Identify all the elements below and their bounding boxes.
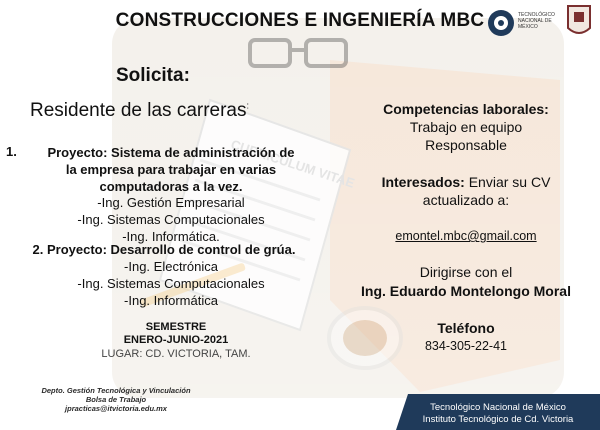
career-item: -Ing. Sistemas Computacionales xyxy=(77,212,265,227)
telefono-number: 834-305-22-41 xyxy=(424,339,507,353)
solicita-heading: Solicita: xyxy=(116,65,190,86)
residente-heading xyxy=(30,100,249,122)
dirigirse-text: Dirigirse con el xyxy=(419,264,513,280)
footer-contact xyxy=(26,386,206,413)
project2-careers xyxy=(26,258,316,309)
email-link[interactable]: emontel.mbc@gmail.com xyxy=(395,229,537,243)
career-item: -Ing. Informática. xyxy=(122,229,220,244)
interesados-label: Interesados: xyxy=(381,174,465,190)
career-item: -Ing. Gestión Empresarial xyxy=(97,195,245,210)
telefono-label: Teléfono xyxy=(437,320,495,336)
career-item: -Ing. Sistemas Computacionales xyxy=(77,276,265,291)
lugar-text: LUGAR: CD. VICTORIA, TAM. xyxy=(101,348,251,360)
project1-title xyxy=(26,144,316,195)
project1-careers xyxy=(26,194,316,245)
footer-line: Depto. Gestión Tecnológica y Vinculación xyxy=(41,386,191,395)
project1-line: Proyecto: Sistema de administración de xyxy=(47,145,295,160)
footer-institution xyxy=(400,402,596,426)
career-item: -Ing. Informática xyxy=(124,293,218,308)
footer-line: Bolsa de Trabajo xyxy=(85,395,147,404)
tecnm-logo-icon xyxy=(486,6,516,40)
tecnm-logo-text: TECNOLÓGICO NACIONAL DE MÉXICO xyxy=(518,12,555,30)
page-title: CONSTRUCCIONES E INGENIERÍA MBC xyxy=(115,10,485,31)
competencia-item: Trabajo en equipo xyxy=(409,119,523,135)
project1-line: la empresa para trabajar en varias xyxy=(65,162,277,177)
itcv-seal-icon xyxy=(566,4,592,40)
footer-line: jpracticas@itvictoria.edu.mx xyxy=(65,404,167,413)
contact-name: Ing. Eduardo Montelongo Moral xyxy=(361,283,571,299)
residente-text: Residente de las carreras xyxy=(30,100,247,121)
footer-line: Instituto Tecnológico de Cd. Victoria xyxy=(422,414,574,425)
project1-number: 1. xyxy=(6,144,17,159)
interesados-text: Enviar su CV xyxy=(464,174,551,190)
competencias-label: Competencias laborales: xyxy=(383,101,549,117)
semestre-period: ENERO-JUNIO-2021 xyxy=(123,334,229,346)
footer-line: Tecnológico Nacional de México xyxy=(430,402,566,413)
residente-mark: : xyxy=(246,100,250,111)
project1-line: computadoras a la vez. xyxy=(99,179,243,194)
semestre-label: SEMESTRE xyxy=(145,321,207,333)
competencia-item: Responsable xyxy=(425,137,507,153)
project2-title: 2. Proyecto: Desarrollo de control de grúa. xyxy=(32,242,296,257)
interesados-text-2: actualizado a: xyxy=(422,192,510,208)
interesados-line xyxy=(350,174,582,190)
career-item: -Ing. Electrónica xyxy=(124,259,218,274)
